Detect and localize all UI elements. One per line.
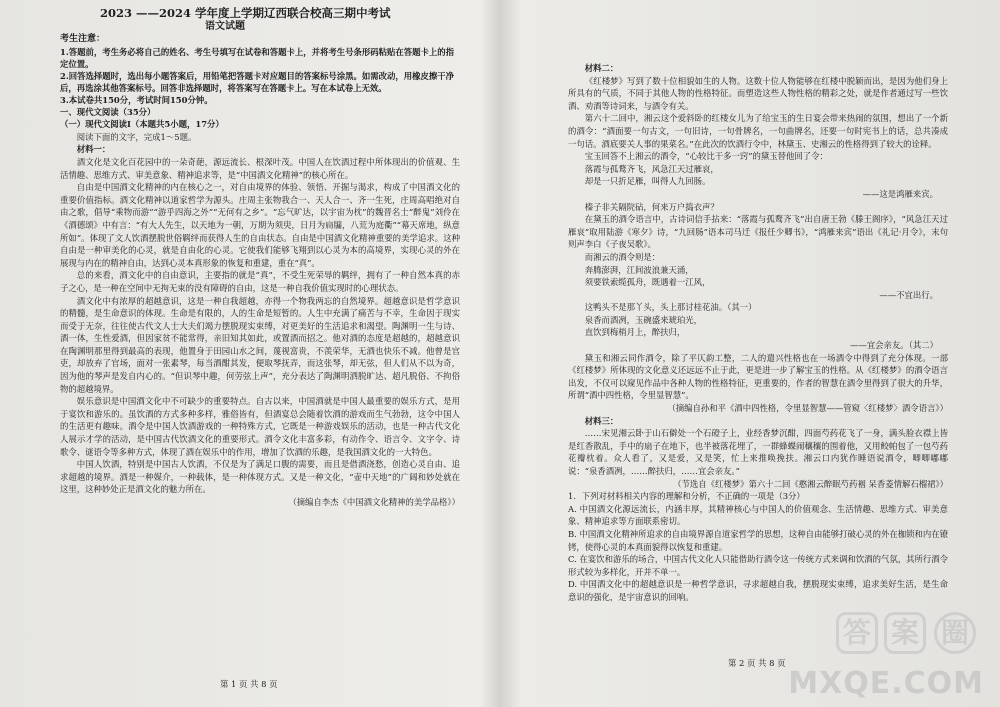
paragraph: 而湘云的酒令则是： — [584, 251, 661, 262]
poem-line: 这鸭头不是那丫头，头上那讨桂花油。（其一） — [584, 302, 757, 313]
material-label: 材料三： — [584, 415, 619, 426]
subsection-heading: （一）现代文阅读Ⅰ（本题共5小题，17分） — [60, 119, 224, 130]
paragraph: 在黛玉的酒令语言中，古诗词信手拈来：“落霞与孤鹜齐飞”出自唐王勃《滕王阁序》，“风急江天过雁哀”取用陆游《寒夕》诗，“九回肠”语本司马迁《报任少卿书》，“鸿雁来宾”语出《礼记·月令》，末句则声李白《子夜吴歌》。 — [568, 214, 948, 250]
paragraph: 黛玉和湘云同作酒令，除了平仄韵工整，二人的遣兴性格也在一场酒令中得到了充分体现。一部《红楼梦》所体现的文化意义还远远不止于此，更是进一步了解宝玉的性格。从《红楼梦》的酒令语言出发，不仅可以窥见作品中各种人物的性格特征，更重要的，作者的智慧在酒令里得到了很大的升华，所谓“酒中四性格，令里显智慧”。 — [568, 352, 948, 401]
question-option: C. 在宴饮和游乐的场合，中国古代文化人只能借助行酒令这一传统方式来调和饮酒的气氛，其所行酒令形式较为多样化，开并不单一。 — [568, 554, 948, 577]
poem-attribution: ——不宜出行。 — [879, 289, 938, 300]
reading-instruction: 阅读下面的文字，完成1～5题。 — [76, 131, 197, 142]
material-label: 材料一： — [76, 144, 111, 155]
watermark-char: 圈 — [934, 612, 976, 654]
paragraph: 自由是中国酒文化精神的内在核心之一，对自由境界的体验、领悟、开掘与渴求，构成了中国酒文化的重要价值指标。酒文化精神以道家哲学为源头。庄周主张物我合一、天人合一、齐一生死，庄周高唱绝对自由之歌，倡导“乘物而游”“游乎四海之外”“无何有之乡”。“忘气旷达，以宇宙为枕”的魏晋名士“醉鬼”刘伶在《酒德颂》中有言：“有大人先生，以天地为一朝，万期为须臾，日月为扃牖，八荒为庭衢”“幕天席地，纵意所如”。体现了文人饮酒摆脱世俗羁绊而获得人生的自由状态。自由是中国酒文化精神重要的美学追求。这种自由是一种审美化的心灵，就是自由化的心灵。它使我们能够飞翔到以心灵为本的高境界，实现心灵的外在展现与内在的精神自由，达到心灵本真形象的恢复和重建，重在“真”。 — [60, 182, 460, 268]
paragraph: 第六十二回中，湘云这个爱斜卧的红楼女儿为了给宝玉的生日宴会带来热闹的氛围，想出了一个新的酒令：“酒面要一句古文，一句旧诗，一句骨牌名，一句曲牌名，还要一句时宪书上的话，总共凑成一句话。酒底要关人事的果菜名。”在此次的饮酒行令中，林黛玉、史湘云的性格得到了较大的诠释。 — [568, 113, 948, 149]
paragraph: 娱乐意识是中国酒文化中不可缺少的重要特点。自古以来，中国酒就是中国人最重要的娱乐方式，是用于宴饮和游乐的。虽饮酒的方式多种多样，雅俗皆有，但酒宴总会随着饮酒的游戏而生气勃勃，这令中国人的生活更有趣味。酒令是中国人饮酒游戏的一种特殊方式，它既是一种游戏娱乐的活动，也是一种古代文化人展示才学的活动，是中国古代饮酒文化的重要形式。酒令文化丰富多彩，有动作令、语言令、文字令、诗歌令、谜语令等多种方式，体现了酒在娱乐中的作用，增加了饮酒的乐趣，是我国酒文化的一大特色。 — [60, 396, 460, 457]
source-citation: （摘编自孙和平《酒中四性格，令里显智慧——管窥〈红楼梦〉酒令语言》） — [667, 403, 948, 414]
paragraph: 中国人饮酒，特别是中国古人饮酒，不仅是为了满足口腹的需要，而且是借酒浇愁，创造心灵自由、追求超越的境界。酒是一种媒介，一种载体，是一种体现方式。又是一种文化，“壶中天地”的广阔和妙处就在这里，这种妙处正是酒文化的魅力所在。 — [60, 459, 460, 495]
question-option: A. 中国酒文化源远流长，内涵丰厚，其精神核心与中国人的价值观念、生活情趣、思维方式、审美意象、精神追求等方面联系密切。 — [568, 503, 948, 527]
source-citation: （节选自《红楼梦》第六十二回《憨湘云醉眠芍药裀 呆香菱情解石榴裙》） — [673, 478, 948, 489]
watermark-char: 案 — [884, 612, 926, 654]
material-label: 材料二： — [584, 63, 619, 73]
notice-heading: 考生注意： — [60, 34, 106, 44]
notice-item: 3.本试卷共150分，考试时间150分钟。 — [60, 94, 213, 105]
exam-subtitle: 语文试题 — [205, 21, 245, 32]
paragraph: ……宋见湘云卧于山石僻处一个石磴子上，业经香梦沉酣，四面芍药花飞了一身，满头脸衣襟上皆是红香散乱，手中的扇子在地下，也半被落花埋了，一群蜂蝶闹穰穰的围着他，又用鲛帕包了一包芍药花瓣枕着。众人看了，又是爱，又是笑，忙上来推唤挽扶。湘云口内犹作睡语说酒令，唧唧嘟嘟说：“泉香酒冽，……醉扶归，……宜会亲友。” — [568, 428, 948, 476]
section-heading: 一、现代文阅读（35分） — [60, 106, 156, 117]
paragraph: 宝玉回答不上湘云的酒令，“心较比干多一窍”的黛玉替他回了令： — [584, 151, 828, 162]
paragraph: 总的来看，酒文化中的自由意识，主要指的就是“真”，不受生死荣辱的羁绊，拥有了一种自然本真的赤子之心，是一种在空间中无拘无束的没有障碍的自由，这是一种自我价值实现时的心理状态。 — [60, 270, 460, 293]
question-stem: 1．下列对材料相关内容的理解和分析，不正确的一项是（3分） — [568, 491, 805, 502]
poem-line: 泉香而酒冽，玉碗盛来琥珀光， — [584, 314, 703, 325]
watermark-chars — [834, 606, 984, 662]
notice-item: 2.回答选择题时，选出每小题答案后，用铅笔把答题卡对应题目的答案标号涂黑。如需改动，用橡皮擦干净后，再选涂其他答案标号。回答非选择题时，将答案写在答题卡上。写在本试卷上无效。 — [60, 70, 454, 93]
paragraph: 酒文化是文化百花园中的一朵奇葩，源远流长、根深叶茂。中国人在饮酒过程中所体现出的价值观、生活情趣、思维方式、审美意象、精神追求等，是“中国酒文化精神”的核心所在。 — [60, 156, 460, 180]
page-right — [568, 0, 948, 707]
page-number: 第 1 页 共 8 页 — [220, 679, 278, 689]
source-citation: （摘编自李杰《中国酒文化精神的美学品格》） — [288, 497, 460, 507]
question-option: D. 中国酒文化中的超越意识是一种哲学意识，寻求超越自我，摆脱现实束缚，追求美好生活，是生命意识的强化，是宇宙意识的回响。 — [568, 579, 948, 602]
poem-line: 须要铁索缆孤舟，既遇着一江风， — [584, 277, 711, 288]
poem-attribution: ——这是鸿雁来宾。 — [862, 188, 938, 199]
watermark-domain: MXQE.COM — [788, 666, 984, 701]
watermark-char: 答 — [836, 612, 878, 654]
question-option: B. 中国酒文化精神所追求的自由境界源自道家哲学的思想，这种自由能够打破心灵的外在枷锁和内在镣铐，使得心灵的本真面貌得以恢复和重建。 — [568, 528, 948, 552]
poem-line: 落霞与孤鹜齐飞，风急江天过雁哀， — [584, 163, 719, 174]
page-number: 第 2 页 共 8 页 — [728, 658, 786, 668]
poem-line: 奔腾澎湃，江间波浪兼天涌， — [584, 264, 694, 275]
exam-title: 2023 ——2024 学年度上学期辽西联合校高三期中考试 — [100, 6, 391, 20]
paragraph: 《红楼梦》写到了数十位相貌如生的人物。这数十位人物能够在红楼中脱颖而出，是因为他们身上所具有的气质，不同于其他人物的性格特征。而塑造这些人物性格的精彩之处，就是作者通过写一些饮酒、劝酒等诗词来，与酒令有关。 — [568, 75, 948, 111]
watermark-logo — [788, 606, 990, 701]
poem-line: 却是一只折足雁，叫得人九回肠。 — [584, 176, 711, 187]
poem-attribution: ——宜会亲友。（其二） — [850, 340, 938, 351]
poem-line: 直饮到梅梢月上，醉扶归， — [584, 327, 686, 338]
notice-item: 1.答题前，考生务必将自己的姓名、考生号填写在试卷和答题卡上，并将考生号条形码粘贴在答题卡上的指定位置。 — [60, 46, 454, 69]
page-left — [60, 0, 460, 707]
paragraph: 榛子非关隔院砧，何来万户捣衣声？ — [584, 201, 719, 212]
paragraph: 酒文化中有浓厚的超越意识，这是一种自我超越，亦得一个物我两忘的自然境界。超越意识是哲学意识的精髓，是生命意识的体现。生命是有限的，人的生命是短暂的。人生中充满了痛苦与不幸，生命因于现实而受于无奈，往往使古代文人士大夫们竭力摆脱现实束缚，对更美好的生活追求和渴望。陶渊明一生与诗、酒一体，生性爱酒，但因家贫不能常得，亲旧知其如此，或置酒而招之。他对酒的态度是超越的，超越意识在陶渊明那里得到最高的表现，他置身于田园山水之间，蔑视富贵，不羡荣华，无酒也快乐不减。他曾是官吏，却放弃了官场，面对一张素琴，每当酒酣其发，便取琴抚弄，而这张琴，却无弦，但人们从不以为奇，因为他的琴声是发自内心的。“但识琴中趣，何劳弦上声”，充分表达了陶渊明洒脱旷达、超凡脱俗、不拘俗物的超越境界。 — [60, 295, 460, 394]
